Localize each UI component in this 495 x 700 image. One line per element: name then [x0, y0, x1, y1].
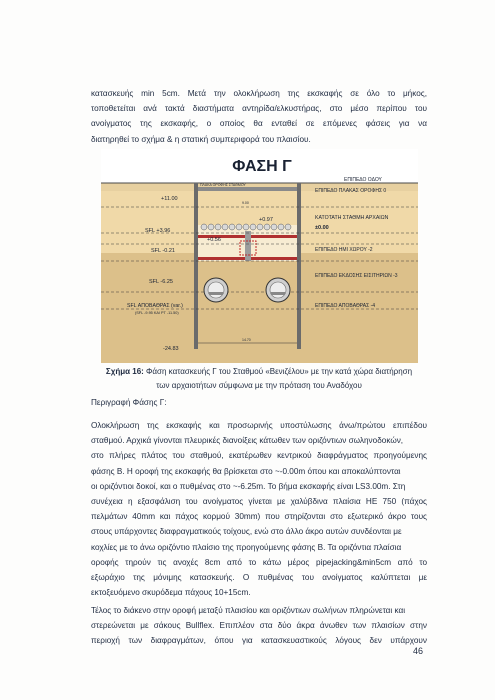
text-line: συνέχεια η εξασφάλιση του ανοίγματος γίνεται με χαλύβδινα πλαίσια ΗΕ 750 (πάχος [91, 497, 427, 507]
caption-text-line2: των αρχαιοτήτων σύμφωνα με την πρόταση του Αναδόχου [156, 381, 362, 390]
text-line: Ολοκλήρωση της εκσκαφής και προσωρινής υποστύλωσης άνω/πρώτου επιπέδου [91, 421, 427, 430]
tunnel-right [266, 278, 290, 302]
level-sfl-platform-note: (SFL -9.95 ΚΑΙ PT -11.50) [135, 311, 179, 315]
text-line: στους υπάρχοντες διαφραγματικούς τοίχους, ενώ στο άλλο άκρο αυτών συνδέονται με [91, 527, 402, 537]
paragraph-2 [91, 418, 427, 600]
text-line: φάσης Β. Η οροφή της εκσκαφής θα βρίσκεται στο ~-0.00m όπου και αποκαλύπτονται [91, 466, 401, 476]
text-line: οι οριζόντιοι δοκοί, και ο πυθμένας στο ~-6.25m. Το βήμα εκσκαφής είναι LS3.00m. Στη [91, 481, 406, 491]
label-lowest-antiquities: ΚΑΤΟΤΑΤΗ ΣΤΑΘΜΗ ΑΡΧΑΙΩΝ [315, 215, 389, 221]
text-line: ανοίγματος της εκσκαφής, ο οποίος θα ενταθεί σε επόμενες φάσεις για να [91, 119, 427, 129]
paragraph-1 [91, 86, 427, 147]
level-sfl-platform: SFL ΑΠΟΒΑΘΡΑΣ (var.) [127, 303, 183, 309]
level-sfl-0-21: SFL -0.21 [151, 248, 175, 254]
label-roof-slab-level: ΕΠΙΠΕΔΟ ΠΛΑΚΑΣ ΟΡΟΦΗΣ 0 [315, 188, 387, 194]
paragraph-3 [91, 603, 427, 649]
diaphragm-wall-left [194, 183, 198, 349]
text-line: στο πλήρες πλάτος του σταθμού, εκατέρωθεν κεντρικού διαφράγματος προηγούμενης [91, 451, 427, 461]
text-line: κοχλίες με το άνω οριζόντιο πλαίσιο της προηγούμενης φάσης Β. Τα οριζόντια πλαίσια [91, 542, 402, 552]
level-sfl-6-25: SFL -6.25 [149, 279, 173, 285]
text-line: τοποθετείται ανά τακτά διαστήματα αντηρίδα/ελκυστήρας, στο μέσο περίπου του [91, 104, 427, 114]
text-line: εκτοξευόμενο σκυρόδεμα πάχους 10+15cm. [91, 588, 251, 598]
level-plus-0-56: +0.56 [207, 237, 221, 243]
text-line: διατηρηθεί το σχήμα & η στατική συμπεριφορά του πλαισίου. [91, 134, 311, 144]
figure-phase-g [101, 149, 418, 363]
label-platform-level: ΕΠΙΠΕΔΟ ΑΠΟΒΑΘΡΑΣ -4 [315, 303, 376, 309]
level-plus-0-97: +0.97 [259, 217, 273, 223]
figure-title: ΦΑΣΗ Γ [232, 158, 292, 175]
text-line: κατασκευής min 5cm. Μετά την ολοκλήρωση της εκσκαφής σε όλο το μήκος, [91, 89, 427, 98]
text-line: περιοχή των διαφραγμάτων, όπου για κατασκευαστικούς λόγους δεν υπάρχουν [91, 636, 427, 646]
text-line: οροφής τηρούν τις ανοχές 8cm από το κάτω μέρος pipejacking&min5cm από το [91, 557, 427, 567]
phase-description-heading [91, 395, 427, 410]
level-minus-24-83: -24.83 [163, 346, 179, 352]
label-zero-level: ±0.00 [315, 225, 329, 231]
label-mezzanine-level: ΕΠΙΠΕΔΟ ΗΜΙ ΧΩΡΟΥ -2 [315, 247, 373, 253]
figure-caption [91, 365, 427, 393]
tunnel-left [204, 278, 228, 302]
caption-text: Φάση κατασκευής Γ του Σταθμού «Βενιζέλου» με την κατά χώρα διατήρηση [146, 367, 413, 376]
central-diaphragm [245, 231, 251, 261]
label-street-level: ΕΠΙΠΕΔΟ ΟΔΟΥ [344, 177, 382, 183]
level-sfl-3-96: SFL +3.96 [145, 228, 171, 234]
roof-slab [198, 187, 297, 191]
heading-text: Περιγραφή Φάσης Γ: [91, 398, 167, 407]
dimension-14-70: 14.70 [242, 338, 251, 342]
dimension-9-00: 9.00 [242, 201, 249, 205]
text-line: εξωράχιο της μόνιμης κατασκευής. Ο πυθμένας του ανοίγματος καλύπτεται με [91, 573, 427, 583]
text-line: στερεώνεται με σάκους Bullflex. Επιπλέον στα δύο άκρα άνωθεν των πλαισίων στην [91, 621, 427, 631]
text-line: πελμάτων 40mm και πάχος κορμού 30mm) που στηρίζονται στο εξωτερικό άκρο τους [91, 512, 427, 522]
text-line: σταθμού. Αρχικά γίνονται πλευρικές διανοίξεις κάτωθεν των οριζόντιων σωληνοδοκών, [91, 436, 404, 446]
diaphragm-wall-right [297, 183, 301, 349]
text-line: Τέλος το διάκενο στην οροφή μεταξύ πλαισίου και οριζόντιων σωλήνων πληρώνεται και [91, 606, 406, 615]
label-ticketing-level: ΕΠΙΠΕΔΟ ΕΚΔΟΣΗΣ ΕΙΣΙΤΗΡΙΩΝ -3 [315, 273, 398, 279]
level-plus-11: +11.00 [161, 196, 178, 202]
caption-label: Σχήμα 16: [105, 367, 144, 376]
label-station-roof-slab: ΠΛΑΚΑ ΟΡΟΦΗΣ ΣΤΑΘΜΟΥ [200, 183, 246, 187]
construction-section-diagram [101, 149, 418, 363]
page-number: 46 [413, 646, 424, 656]
